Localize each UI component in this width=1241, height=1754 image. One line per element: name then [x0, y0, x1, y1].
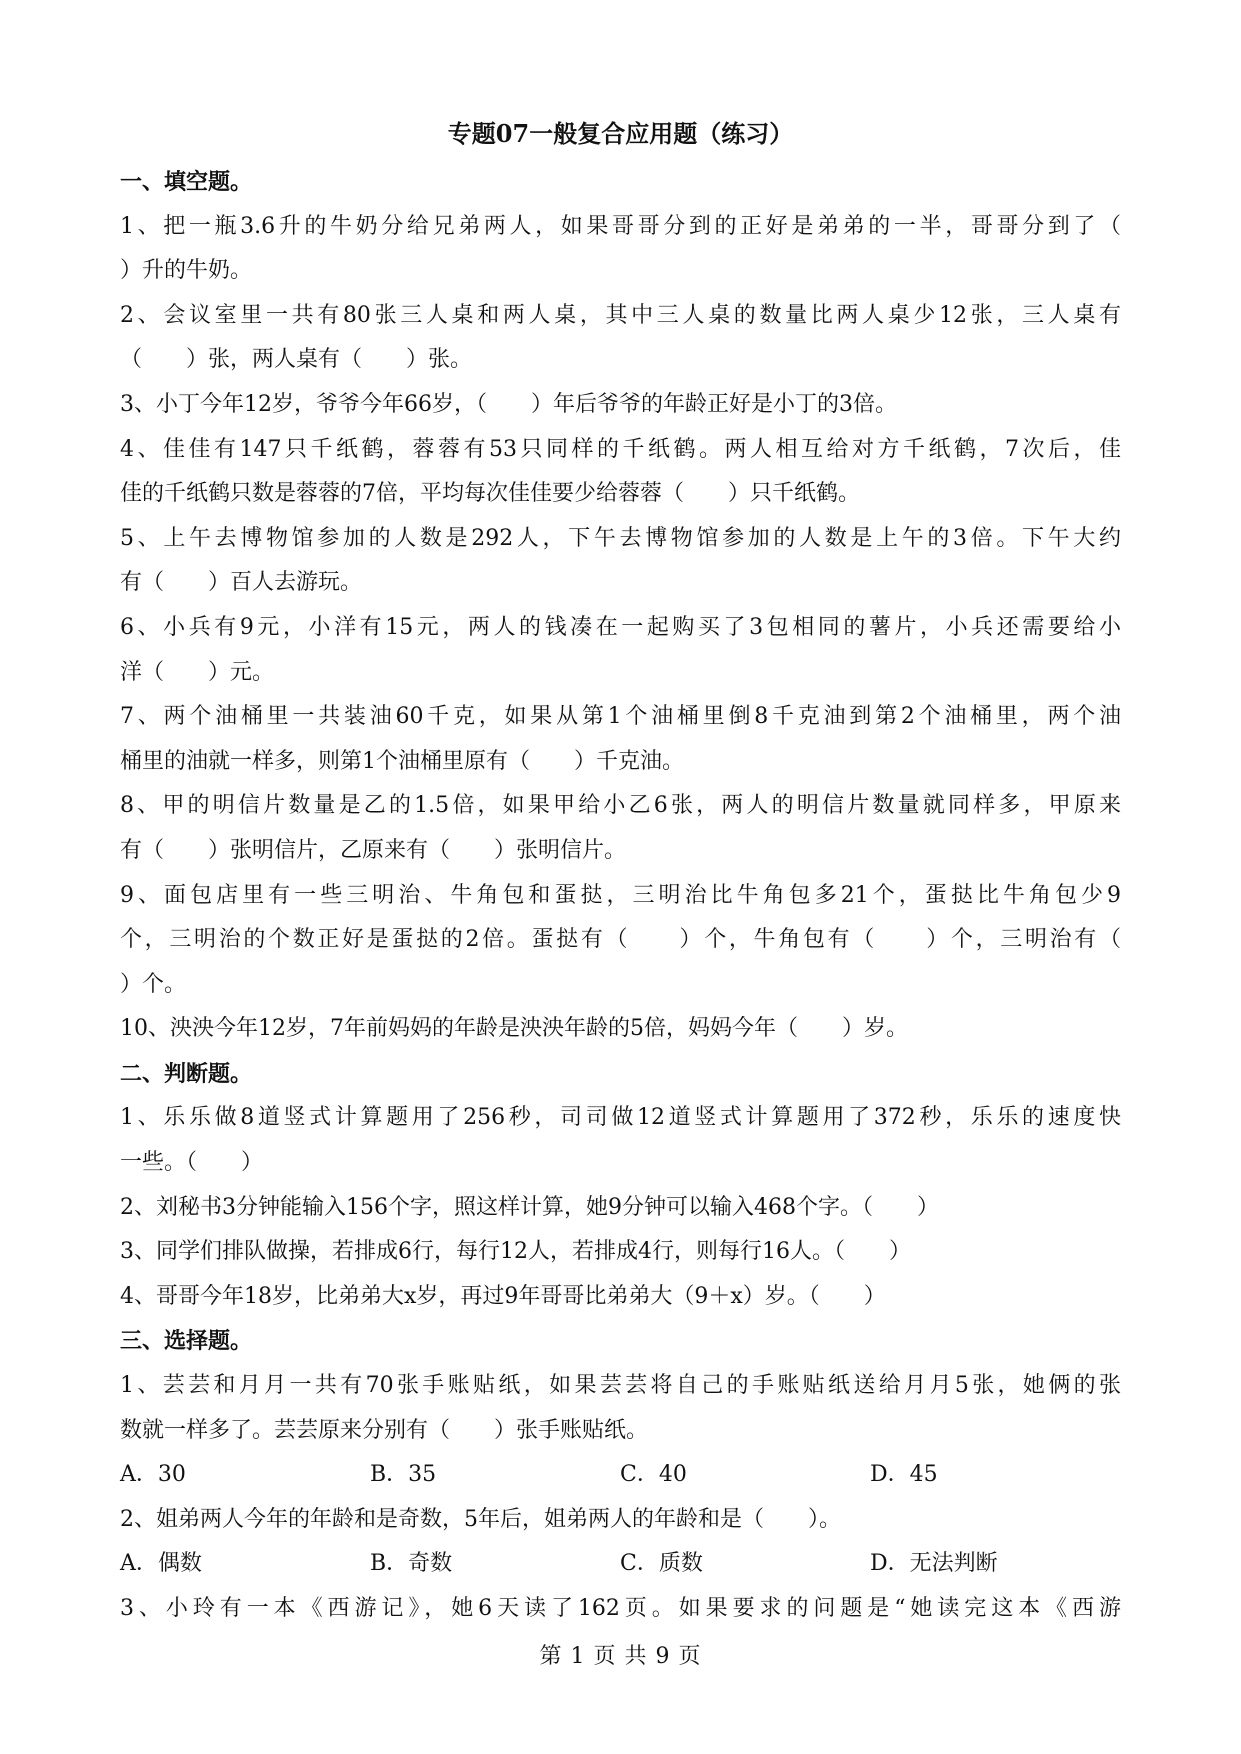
question-line: 9、面包店里有一些三明治、牛角包和蛋挞，三明治比牛角包多21个，蛋挞比牛角包少9 [120, 882, 1121, 908]
option-c: C．质数 [620, 1551, 703, 1577]
option-d: D．无法判断 [870, 1551, 998, 1577]
question-line: 7、两个油桶里一共装油60千克，如果从第1个油桶里倒8千克油到第2个油桶里，两个油 [120, 704, 1121, 730]
question-line: 2、会议室里一共有80张三人桌和两人桌，其中三人桌的数量比两人桌少12张，三人桌有 [120, 302, 1121, 328]
option-b: B．35 [370, 1462, 437, 1488]
option-d: D．45 [870, 1462, 938, 1488]
question-line: 5、上午去博物馆参加的人数是292人，下午去博物馆参加的人数是上午的3倍。下午大约 [120, 525, 1121, 551]
question-line: 2、姐弟两人今年的年龄和是奇数，5年后，姐弟两人的年龄和是（ ）。 [120, 1506, 841, 1532]
question-line: 1、芸芸和月月一共有70张手账贴纸，如果芸芸将自己的手账贴纸送给月月5张，她俩的张 [120, 1373, 1121, 1399]
question-line: 个，三明治的个数正好是蛋挞的2倍。蛋挞有（ ）个，牛角包有（ ）个，三明治有（ [120, 927, 1121, 953]
question-line: 有（ ）张明信片，乙原来有（ ）张明信片。 [120, 837, 627, 863]
section-heading-multiple-choice: 三、选择题。 [120, 1328, 253, 1355]
question-line: 一些。（ ） [120, 1150, 264, 1176]
question-line: 3、同学们排队做操，若排成6行，每行12人，若排成4行，则每行16人。（ ） [120, 1239, 911, 1265]
question-line: 佳的千纸鹤只数是蓉蓉的7倍，平均每次佳佳要少给蓉蓉（ ）只千纸鹤。 [120, 481, 860, 507]
option-a: A．30 [120, 1462, 186, 1488]
document-body [120, 160, 1121, 1632]
question-line: 8、甲的明信片数量是乙的1.5倍，如果甲给小乙6张，两人的明信片数量就同样多，甲原来 [120, 793, 1121, 819]
question-line: 1、把一瓶3.6升的牛奶分给兄弟两人，如果哥哥分到的正好是弟弟的一半，哥哥分到了（ [120, 213, 1121, 239]
question-line: 4、哥哥今年18岁，比弟弟大x岁，再过9年哥哥比弟弟大（9＋x）岁。（ ） [120, 1283, 886, 1309]
question-line: 4、佳佳有147只千纸鹤，蓉蓉有53只同样的千纸鹤。两人相互给对方千纸鹤，7次后，佳 [120, 436, 1121, 462]
question-line: 10、泱泱今年12岁，7年前妈妈的年龄是泱泱年龄的5倍，妈妈今年（ ）岁。 [120, 1016, 908, 1042]
question-line: 3、小玲有一本《西游记》，她6天读了162页。如果要求的问题是“她读完这本《西游 [120, 1596, 1121, 1621]
answer-options [120, 1542, 1121, 1587]
section-heading-fill-in: 一、填空题。 [120, 169, 253, 195]
question-line: 2、刘秘书3分钟能输入156个字，照这样计算，她9分钟可以输入468个字。（ ） [120, 1194, 939, 1220]
question-line: （ ）张，两人桌有（ ）张。 [120, 347, 473, 373]
question-line: 3、小丁今年12岁，爷爷今年66岁，（ ）年后爷爷的年龄正好是小丁的3倍。 [120, 391, 897, 417]
question-line: 桶里的油就一样多，则第1个油桶里原有（ ）千克油。 [120, 748, 684, 774]
question-line: 有（ ）百人去游玩。 [120, 570, 363, 596]
question-line: 数就一样多了。芸芸原来分别有（ ）张手账贴纸。 [120, 1417, 649, 1443]
option-a: A．偶数 [120, 1551, 202, 1577]
question-line: 洋（ ）元。 [120, 659, 275, 685]
question-line: ）升的牛奶。 [120, 258, 253, 284]
page-footer: 第 1 页 共 9 页 [539, 1644, 702, 1669]
option-c: C．40 [620, 1462, 687, 1488]
question-line: 1、乐乐做8道竖式计算题用了256秒，司司做12道竖式计算题用了372秒，乐乐的速度快 [120, 1105, 1121, 1131]
question-line: ）个。 [120, 971, 187, 997]
page-title: 专题07一般复合应用题（练习） [447, 119, 794, 148]
section-heading-true-false: 二、判断题。 [120, 1060, 253, 1087]
question-line: 6、小兵有9元，小洋有15元，两人的钱凑在一起购买了3包相同的薯片，小兵还需要给小 [120, 614, 1121, 640]
answer-options [120, 1453, 1121, 1498]
option-b: B．奇数 [370, 1551, 453, 1577]
